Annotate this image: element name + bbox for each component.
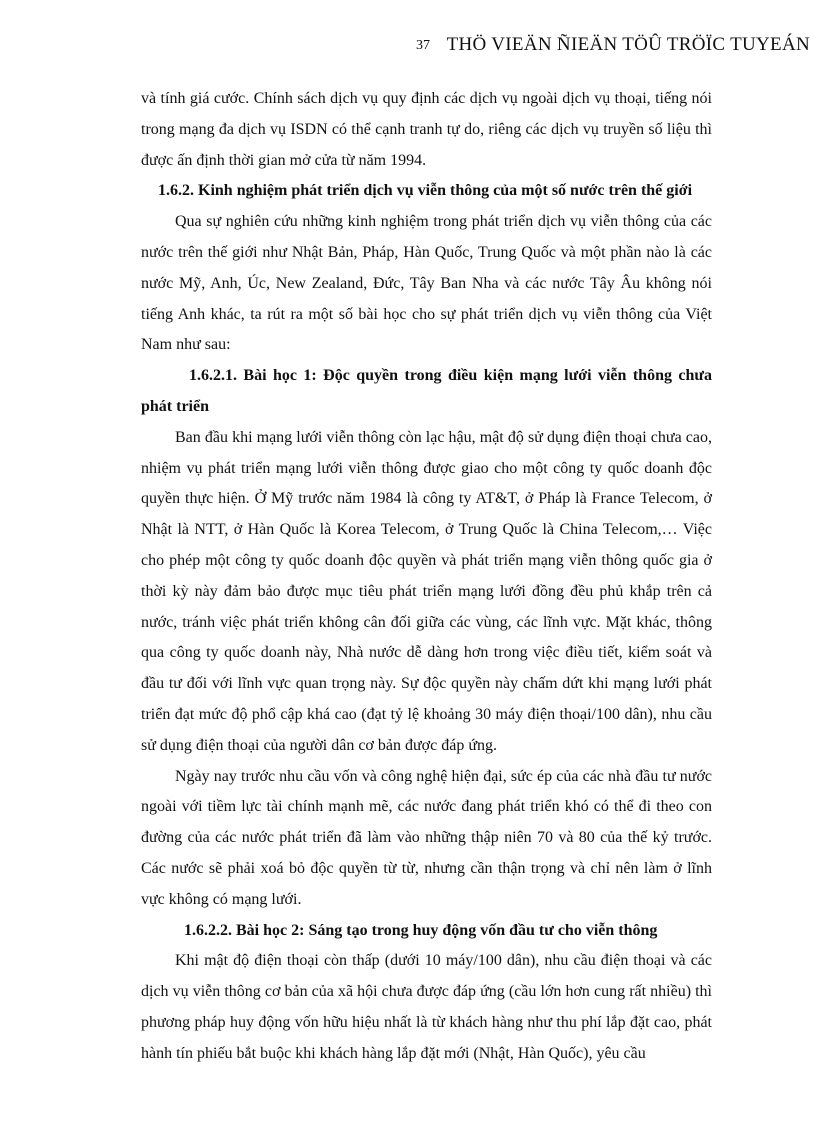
page-header [0, 34, 816, 60]
paragraph: Ngày nay trước nhu cầu vốn và công nghệ hiện đại, sức ép của các nhà đầu tư nước ngoài với tiềm lực tài chính mạnh mẽ, các nước đang phát triển khó có thể đi theo con đường của các nước phát triển đã làm vào những thập niên 70 và 80 của thế kỷ trước. Các nước sẽ phải xoá bỏ độc quyền từ từ, nhưng cần thận trọng và chỉ nên làm ở lĩnh vực không có mạng lưới. [141, 767, 712, 908]
paragraph: và tính giá cước. Chính sách dịch vụ quy định các dịch vụ ngoài dịch vụ thoại, tiếng nói trong mạng đa dịch vụ ISDN có thể cạnh tranh tự do, riêng các dịch vụ truyền số liệu thì được ấn định thời gian mở cửa từ năm 1994. [141, 90, 712, 169]
section-heading-1-6-2-1: 1.6.2.1. Bài học 1: Độc quyền trong điều kiện mạng lưới viễn thông chưa phát triển [141, 367, 712, 415]
document-body [141, 84, 712, 1070]
section-heading-1-6-2: 1.6.2. Kinh nghiệm phát triển dịch vụ viễn thông của một số nước trên thế giới [158, 182, 693, 200]
section-heading-1-6-2-2: 1.6.2.2. Bài học 2: Sáng tạo trong huy động vốn đầu tư cho viễn thông [184, 921, 658, 939]
header-title: THÖ VIEÄN ÑIEÄN TÖÛ TRÖÏC TUYEÁN [446, 34, 810, 55]
paragraph: Khi mật độ điện thoại còn thấp (dưới 10 máy/100 dân), nhu cầu điện thoại và các dịch vụ viễn thông cơ bản của xã hội chưa được đáp ứng (cầu lớn hơn cung rất nhiều) thì phương pháp huy động vốn hữu hiệu nhất là từ khách hàng như thu phí lắp đặt cao, phát hành tín phiếu bắt buộc khi khách hàng lắp đặt mới (Nhật, Hàn Quốc), yêu cầu [141, 952, 712, 1062]
paragraph: Qua sự nghiên cứu những kinh nghiệm trong phát triển dịch vụ viễn thông của các nước trên thế giới như Nhật Bản, Pháp, Hàn Quốc, Trung Quốc và một phần nào là các nước Mỹ, Anh, Úc, New Zealand, Đức, Tây Ban Nha và các nước Tây Âu không nói tiếng Anh khác, ta rút ra một số bài học cho sự phát triển dịch vụ viễn thông của Việt Nam như sau: [141, 213, 712, 354]
paragraph: Ban đầu khi mạng lưới viễn thông còn lạc hậu, mật độ sử dụng điện thoại chưa cao, nhiệm vụ phát triển mạng lưới viễn thông được giao cho một công ty quốc doanh độc quyền thực hiện. Ở Mỹ trước năm 1984 là công ty AT&T, ở Pháp là France Telecom, ở Nhật là NTT, ở Hàn Quốc là Korea Telecom, ở Trung Quốc là China Telecom,… Việc cho phép một công ty quốc doanh độc quyền và phát triển mạng viễn thông quốc gia ở thời kỳ này đảm bảo được mục tiêu phát triển mạng lưới đồng đều phủ khắp trên cả nước, tránh việc phát triển không cân đối giữa các vùng, các lĩnh vực. Mặt khác, thông qua công ty quốc doanh này, Nhà nước dễ dàng hơn trong việc điều tiết, kiểm soát và đầu tư đối với lĩnh vực quan trọng này. Sự độc quyền này chấm dứt khi mạng lưới phát triển đạt mức độ phổ cập khá cao (đạt tỷ lệ khoảng 30 máy điện thoại/100 dân), nhu cầu sử dụng điện thoại của người dân cơ bản được đáp ứng. [141, 428, 712, 754]
page-number: 37 [416, 38, 430, 53]
